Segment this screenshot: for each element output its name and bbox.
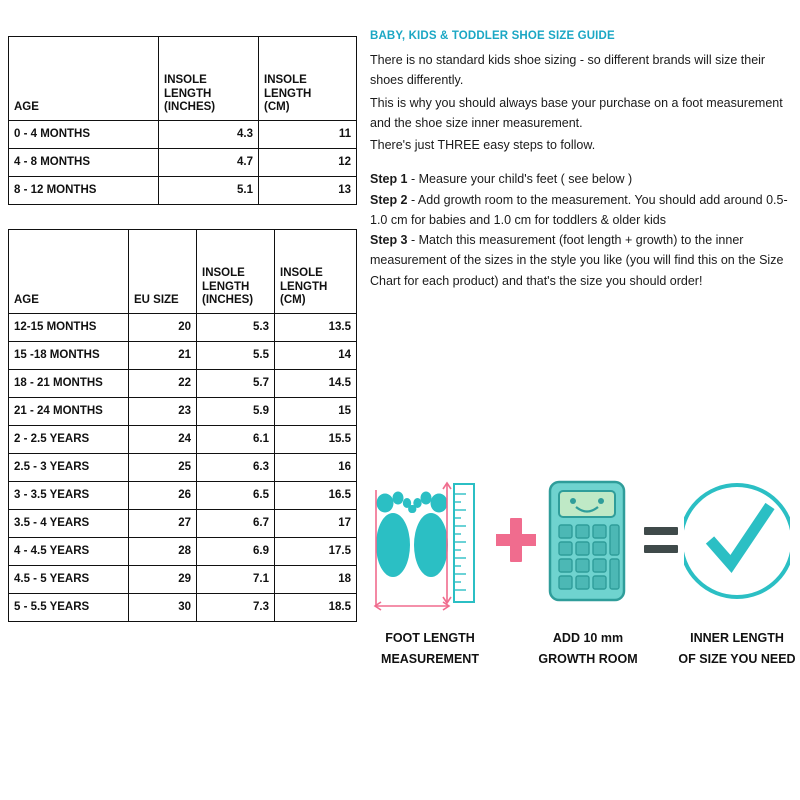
guide-step [370,169,788,189]
cell-age: 15 -18 MONTHS [9,342,129,370]
cell-age: 18 - 21 MONTHS [9,370,129,398]
table-row [9,149,357,177]
cell-inches: 6.3 [197,454,275,482]
cell-inches: 4.7 [159,149,259,177]
cell-age: 12-15 MONTHS [9,314,129,342]
guide-steps [370,169,788,291]
cell-age: 4 - 4.5 YEARS [9,538,129,566]
cell-inches: 6.9 [197,538,275,566]
formula-graphics [368,460,790,625]
cell-eu: 24 [129,426,197,454]
cell-inches: 6.5 [197,482,275,510]
table-header-row [9,230,357,314]
cell-cm: 18.5 [275,594,357,622]
step-text: - Measure your child's feet ( see below ) [407,172,633,187]
table-row [9,121,357,149]
toddler-size-table [8,229,357,622]
label-inner-length: INNER LENGTH OF SIZE YOU NEED [678,631,796,666]
cell-age: 2.5 - 3 YEARS [9,454,129,482]
cell-cm: 16 [275,454,357,482]
table-row [9,370,357,398]
table-row [9,426,357,454]
table-row [9,454,357,482]
guide-title: BABY, KIDS & TODDLER SHOE SIZE GUIDE [370,30,615,42]
cell-cm: 15.5 [275,426,357,454]
cell-eu: 30 [129,594,197,622]
cell-eu: 23 [129,398,197,426]
table-row [9,510,357,538]
table-row [9,594,357,622]
infant-size-table [8,36,357,205]
cell-eu: 25 [129,454,197,482]
cell-age: 4 - 8 MONTHS [9,149,159,177]
calculator-icon [540,460,636,625]
size-tables-column [8,36,356,622]
table-row [9,177,357,205]
label-foot-length: FOOT LENGTH MEASUREMENT [381,631,479,666]
cell-eu: 29 [129,566,197,594]
guide-paragraph: There is no standard kids shoe sizing - so different brands will size their shoes differently. [370,53,766,88]
cell-cm: 17.5 [275,538,357,566]
cell-age: 21 - 24 MONTHS [9,398,129,426]
cell-cm: 17 [275,510,357,538]
footprints-ruler-icon [368,460,490,625]
table-row [9,538,357,566]
column-header-insole-inches: INSOLE LENGTH (INCHES) [197,230,275,314]
cell-age: 4.5 - 5 YEARS [9,566,129,594]
cell-age: 8 - 12 MONTHS [9,177,159,205]
step-label: Step 2 [370,192,408,207]
cell-inches: 7.3 [197,594,275,622]
step-label: Step 1 [370,172,408,187]
checkmark-circle-icon [684,460,790,625]
column-header-age: AGE [9,230,129,314]
cell-cm: 14 [275,342,357,370]
guide-paragraph: There's just THREE easy steps to follow. [370,138,596,152]
label-growth-room: ADD 10 mm GROWTH ROOM [538,631,638,666]
cell-cm: 13 [259,177,357,205]
cell-inches: 6.1 [197,426,275,454]
step-text: - Match this measurement (foot length + growth) to the inner measurement of the sizes in the style you like (you will find this on the Size Chart for each product) and that's the size you should order! [370,233,784,288]
cell-inches: 4.3 [159,121,259,149]
table-row [9,398,357,426]
cell-age: 5 - 5.5 YEARS [9,594,129,622]
cell-inches: 5.1 [159,177,259,205]
cell-age: 2 - 2.5 YEARS [9,426,129,454]
cell-eu: 22 [129,370,197,398]
cell-cm: 16.5 [275,482,357,510]
table-row [9,342,357,370]
cell-cm: 13.5 [275,314,357,342]
cell-inches: 5.7 [197,370,275,398]
guide-step [370,190,788,231]
cell-eu: 26 [129,482,197,510]
cell-cm: 14.5 [275,370,357,398]
column-header-insole-cm: INSOLE LENGTH (CM) [275,230,357,314]
cell-inches: 5.9 [197,398,275,426]
cell-cm: 11 [259,121,357,149]
table-row [9,482,357,510]
cell-inches: 6.7 [197,510,275,538]
cell-inches: 7.1 [197,566,275,594]
guide-column [370,30,788,291]
equals-icon [642,460,680,625]
cell-eu: 28 [129,538,197,566]
step-label: Step 3 [370,233,408,247]
guide-step [370,230,788,291]
cell-inches: 5.3 [197,314,275,342]
column-header-age: AGE [9,37,159,121]
table-row [9,566,357,594]
plus-icon [496,460,536,625]
cell-age: 3 - 3.5 YEARS [9,482,129,510]
cell-eu: 21 [129,342,197,370]
cell-age: 0 - 4 MONTHS [9,121,159,149]
table-row [9,314,357,342]
measurement-formula-row [368,460,796,710]
cell-cm: 18 [275,566,357,594]
table-header-row [9,37,357,121]
step-text: - Add growth room to the measurement. You should add around 0.5-1.0 cm for babies and 1.0 cm for toddlers & older kids [370,192,788,227]
column-header-eu-size: EU SIZE [129,230,197,314]
column-header-insole-inches: INSOLE LENGTH (INCHES) [159,37,259,121]
formula-labels [368,628,796,698]
cell-age: 3.5 - 4 YEARS [9,510,129,538]
column-header-insole-cm: INSOLE LENGTH (CM) [259,37,357,121]
cell-inches: 5.5 [197,342,275,370]
cell-cm: 15 [275,398,357,426]
cell-eu: 20 [129,314,197,342]
cell-cm: 12 [259,149,357,177]
table-spacer [8,205,356,229]
guide-paragraph: This is why you should always base your purchase on a foot measurement and the shoe size inner measurement. [370,95,783,130]
cell-eu: 27 [129,510,197,538]
